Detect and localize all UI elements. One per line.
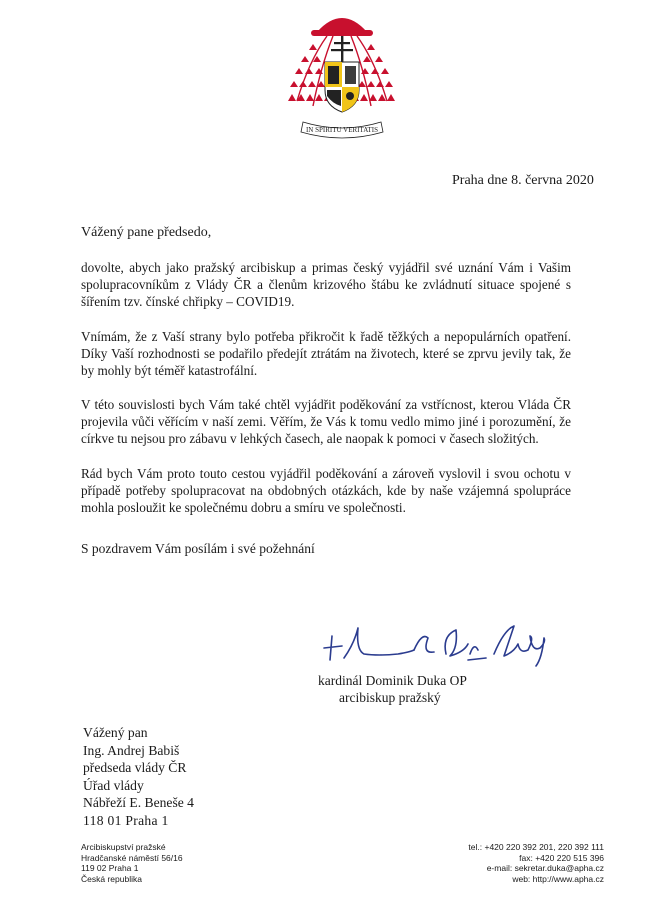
recipient-line: Ing. Andrej Babiš bbox=[83, 742, 180, 758]
recipient-line: Úřad vlády bbox=[83, 777, 144, 793]
footer-line: 119 02 Praha 1 bbox=[81, 863, 139, 874]
recipient-line: Vážený pan bbox=[83, 725, 148, 740]
recipient-line: Nábřeží E. Beneše 4 bbox=[83, 795, 194, 811]
recipient-line: předseda vlády ČR bbox=[83, 760, 187, 776]
salutation: Vážený pane předsedo, bbox=[81, 225, 212, 240]
letter-body bbox=[81, 259, 571, 533]
place-date: Praha dne 8. června 2020 bbox=[452, 173, 594, 188]
recipient-address bbox=[83, 724, 194, 830]
closing-line: S pozdravem Vám posílám i své požehnání bbox=[81, 541, 315, 556]
footer-line: Arcibiskupství pražské bbox=[81, 842, 166, 852]
footer-line: Česká republika bbox=[81, 873, 142, 884]
footer-phone: tel.: +420 220 392 201, 220 392 111 bbox=[468, 842, 604, 852]
footer-sender-address bbox=[81, 842, 183, 884]
paragraph: V této souvislosti bych Vám také chtěl vyjádřit poděkování za vstřícnost, kterou Vláda ČR projevila vůči věřícím v naší zemi. Věřím, že Vás k tomu vedlo mimo jiné i porozumění, že církve tu nejsou pro zábavu v lehkých časech, ale naopak k pomoci v časech složitých. bbox=[81, 397, 571, 446]
footer-web: web: http://www.apha.cz bbox=[512, 873, 604, 884]
coat-of-arms-emblem bbox=[287, 6, 397, 144]
footer-email: e-mail: sekretar.duka@apha.cz bbox=[486, 863, 604, 874]
signer-block bbox=[318, 672, 467, 706]
footer-contact-info bbox=[468, 842, 604, 884]
paragraph: Vnímám, že z Vaší strany bylo potřeba přikročit k řadě těžkých a nepopulárních opatření. Díky Vaší rozhodnosti se podařilo předejít ztrátám na životech, které se zprvu jevily tak, že by mohly být téměř katastrofální. bbox=[81, 328, 571, 378]
handwritten-signature bbox=[318, 614, 558, 676]
signer-name: kardinál Dominik Duka OP bbox=[318, 673, 467, 688]
recipient-line: 118 01 Praha 1 bbox=[83, 812, 169, 828]
footer-line: Hradčanské náměstí 56/16 bbox=[81, 852, 183, 863]
paragraph: Rád bych Vám proto touto cestou vyjádřil poděkování a zároveň vyslovil i svou ochotu v případě potřeby spolupracovat na obdobných otázkách, kde by naše vzájemná spolupráce mohla posloužit ke společnému dobru a smíru ve společnosti. bbox=[81, 465, 571, 515]
paragraph: dovolte, abych jako pražský arcibiskup a primas český vyjádřil své uznání Vám i Vašim spolupracovníkům z Vlády ČR a členům krizového štábu ke zvládnutí situace spojené s šířením tzv. čínské chřipky – COVID19. bbox=[81, 260, 571, 309]
footer-fax: fax: +420 220 515 396 bbox=[519, 852, 604, 863]
motto-text: IN SPIRITU VERITATIS bbox=[305, 126, 379, 134]
signer-title: arcibiskup pražský bbox=[339, 690, 441, 705]
